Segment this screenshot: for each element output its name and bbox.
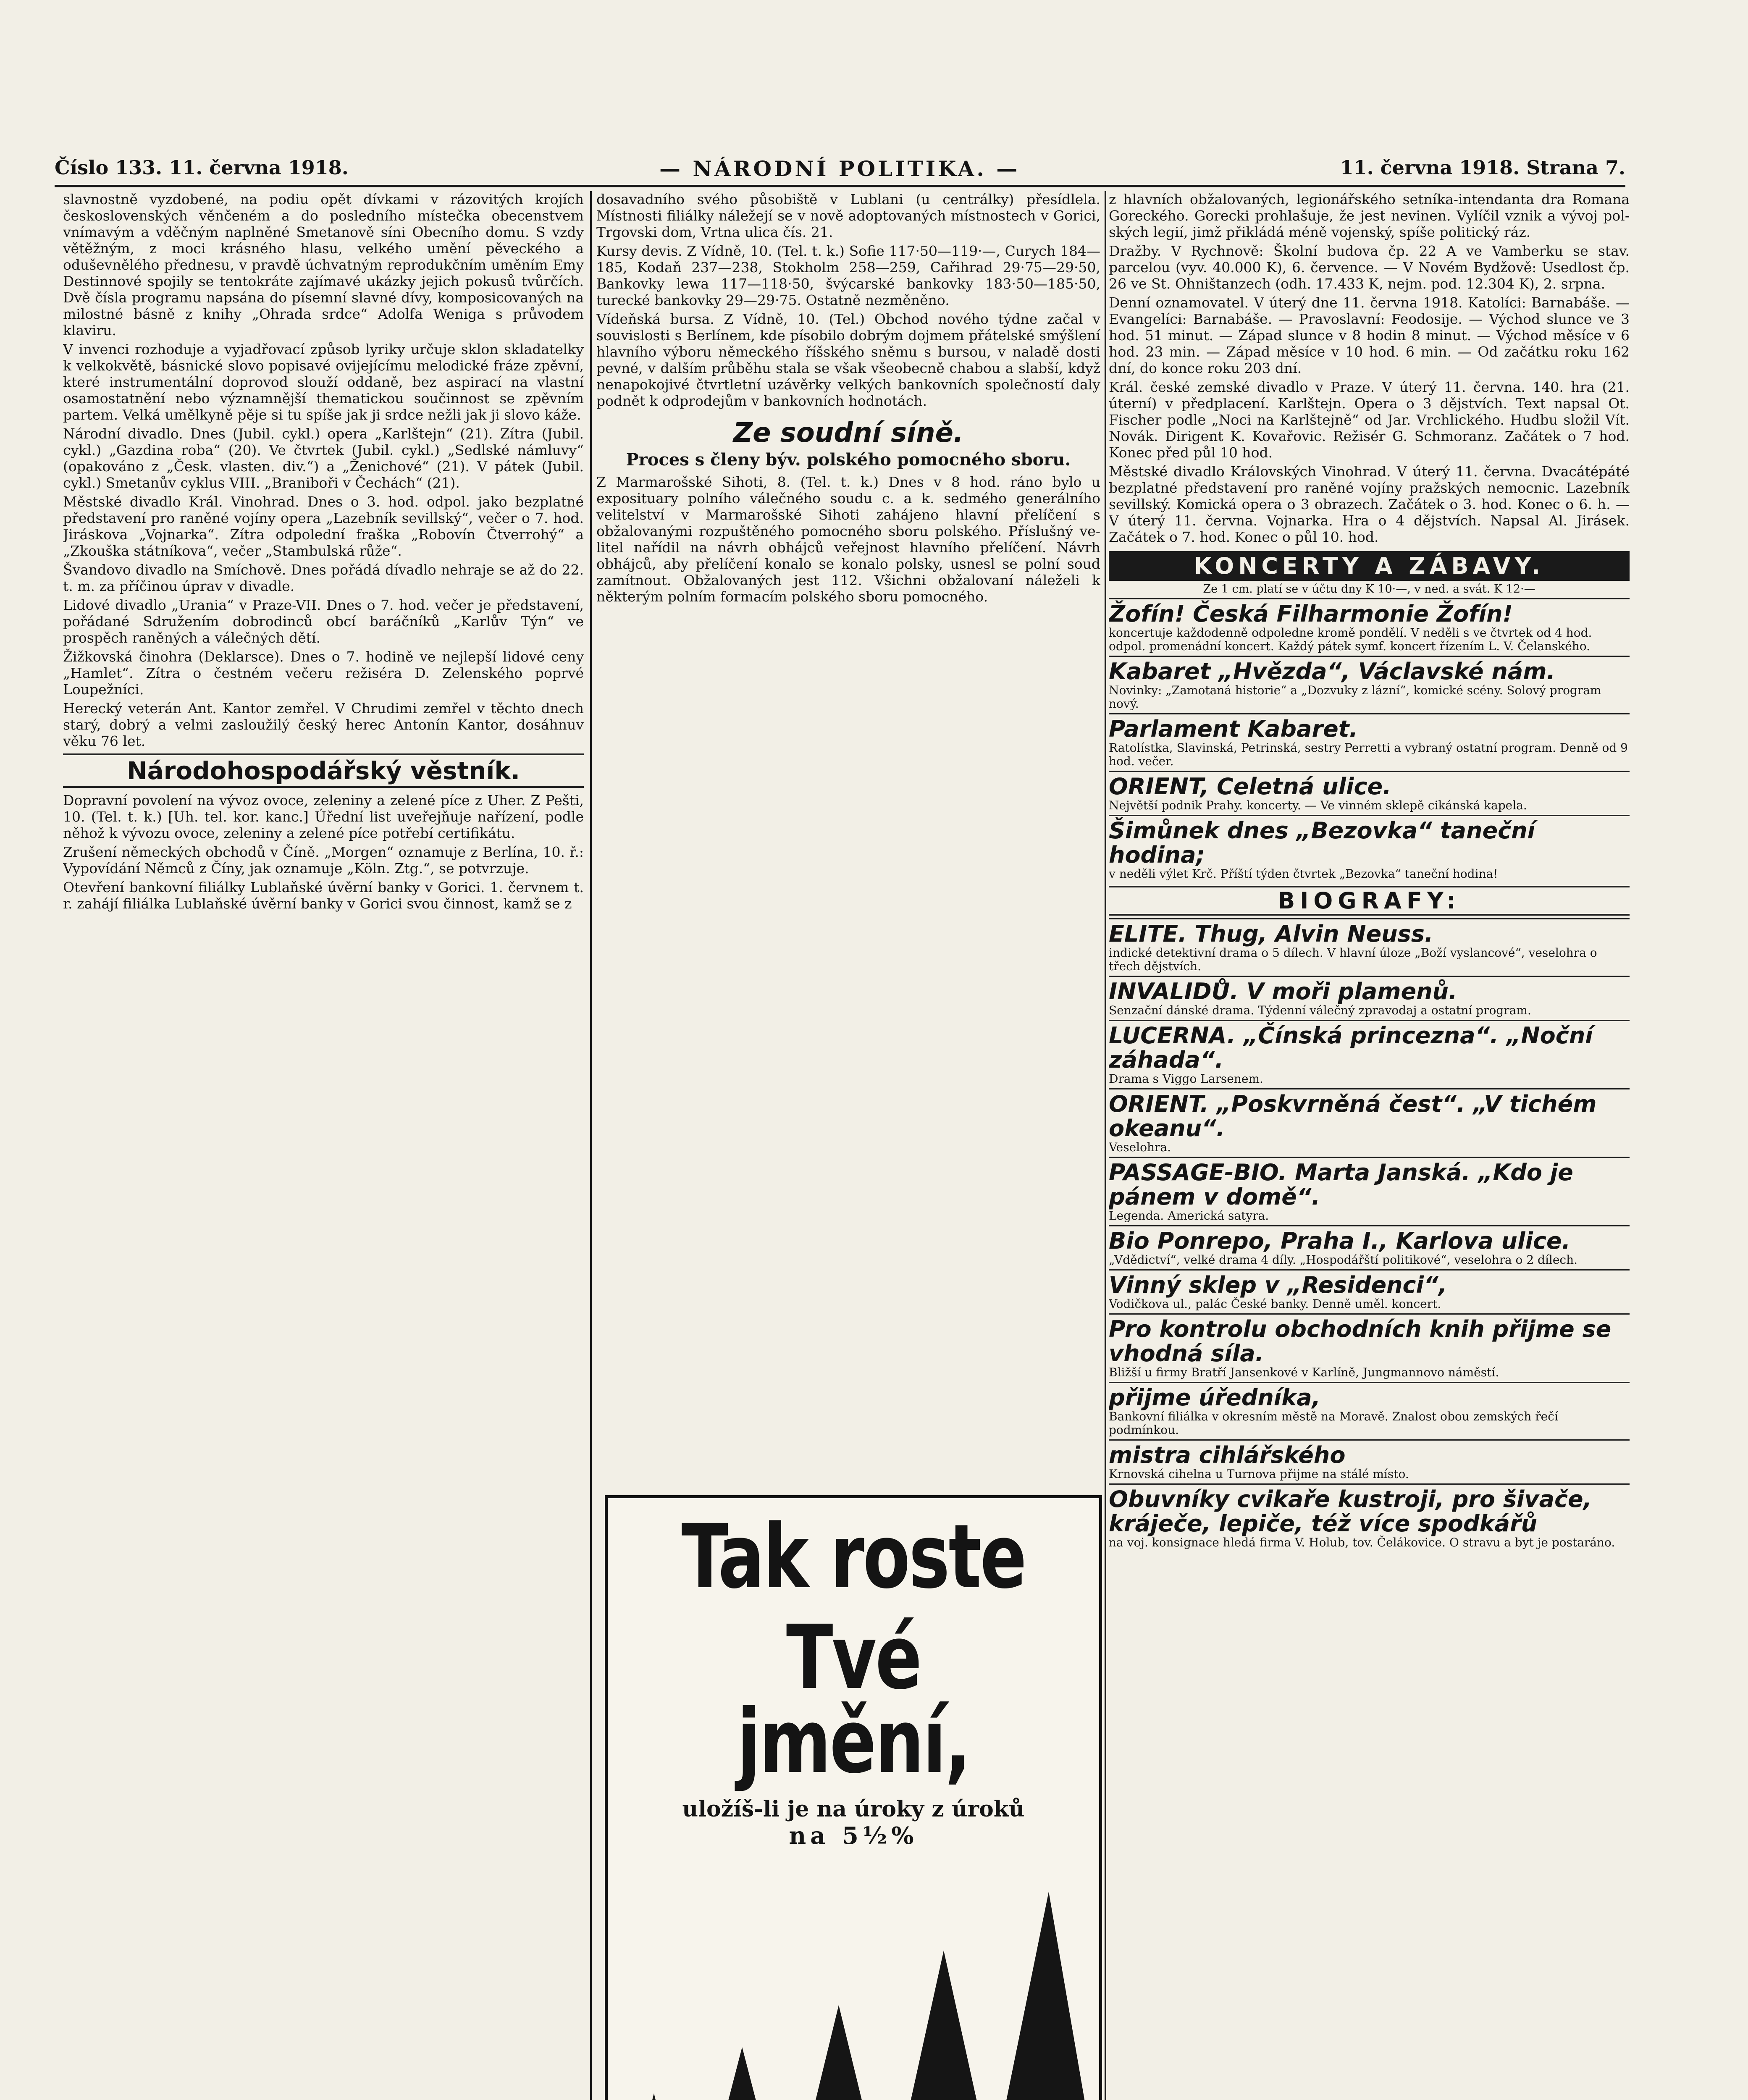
ad-title: Vinný sklep v „Residenci“, [1109,1272,1447,1298]
ad-title: ELITE. Thug, Alvin Neuss. [1109,921,1433,947]
article-paragraph: Národní divadlo. Dnes (Jubil. cykl.) opera „Karlštejn“ (21). Zítra (Jubil. cykl.) „Gazdina roba“ (20). Ve čtvrtek (Jubil. cykl.) „Sedlské námluvy“ (opakováno z „Česk. vlasten. div.“) a „Ženichové“ (21). V pátek (Jubil. cykl.) Smetanův cyklus VIII. „Braniboři v Čechách“ (21). [63,425,584,491]
ad-text: Bližší u firmy Bratří Jansenkové v Karlíně, Jungmannovo náměstí. [1109,1365,1499,1379]
article-paragraph: Herecký veterán Ant. Kantor zemřel. V Chrudimi zemřel v těchto dnech starý, dobrý a velmi zasloužilý český herec Antonín Kantor, dosáhnuv věku 76 let. [63,700,584,749]
cinemas-section-title: BIOGRAFY: [1109,886,1630,916]
ad-subline: uložíš-li je na úroky z úroků [682,1796,1025,1822]
ad-title: Kabaret „Hvězda“, Václavské nám. [1109,658,1556,685]
growing-tree-icon [608,1866,1099,2100]
ad-text: Bankovní filiálka v okresním městě na Moravě. Znalost obou zemských řečí podmínkou. [1109,1410,1558,1437]
article-paragraph: Dopravní povolení na vývoz ovoce, zeleniny a zelené píce z Uher. Z Pešti, 10. (Tel. t. k.) [Uh. tel. kor. kanc.] Úřední list uveřejňuje nařízení, podle něhož k vývozu ovoce, zeleniny a zelené píce potřebí certifikátu. [63,792,584,841]
classified-ad [1109,771,1630,815]
ad-title: Obuvníky cvikaře kustroji, pro šivače, kráječe, lepiče, též více spodkářů [1109,1486,1592,1537]
section-title-court: Ze soudní síně. [733,417,964,449]
ad-interest-rate: na 5½% [789,1822,918,1850]
ad-text: Krnovská cihelna u Turnova přijme na stálé místo. [1109,1467,1409,1481]
article-paragraph: Švandovo divadlo na Smíchově. Dnes pořádá dívadlo nehraje se až do 22. t. m. za příčinou úprav v divadle. [63,562,584,594]
article-paragraph: V invenci rozhoduje a vyjadřovací způsob lyriky určuje sklon skladatelky k velkokvětě, básnické slovo popisavé ovijejícímu melodické fráze zpěvní, které instrumentální doprovod slouží oddaně, bez aspirací na vlastní osamostatnění nebo významnější thematickou součinnost se zpěvním partem. Velká umělkyně pěje si tu spíše jak ji srdce nežli jak ji slovo káže. [63,341,584,423]
ad-text: Drama s Viggo Larsenem. [1109,1072,1263,1086]
article-paragraph: dosavadního svého působiště v Lublani (u centrálky) přesídlela. Místnosti filiálky náležejí se v nově adoptovaných místnostech v Gorici, Trgovski dom, Vrtna ulica čís. 21. [596,191,1100,240]
ad-text: Veselohra. [1109,1140,1171,1154]
article-paragraph: Lidové divadlo „Urania“ v Praze-VII. Dnes o 7. hod. večer je představení, pořádané Sdružením dobrodinců obcí baráčníků „Karlův Týn“ ve prospěch raněných a válečných dětí. [63,597,584,646]
ad-title: INVALIDŮ. V moři plamenů. [1109,978,1457,1005]
court-report: Z Marmarošské Sihoti, 8. (Tel. t. k.) Dnes v 8 hod. ráno bylo u exposituary polního válečného soudu c. a k. sedmého generálního velitelství v Marmarošské Sihoti zahájeno hlavní přelíčení s obžalovanými rozpuštěného pomocného sboru polského. Příslušný velitel nařídil na návrh obhájců veřejnost hlavního přelíčení. Návrh obhájců, aby přelíčení konalo se konalo polsky, usnesl se polní soud zamítnout. Obžalovaných jest 112. Všichni obžalovaní náleželi k některým polním formacím polského sboru pomocného. [596,474,1100,605]
ad-trees-illustration [608,1866,1099,2100]
ad-title: Žofín! Česká Filharmonie Žofín! [1109,601,1513,627]
pricing-note: Ze 1 cm. platí se v účtu dny K 10·—, v ned. a svát. K 12·— [1203,583,1535,596]
classified-ad [1109,713,1630,771]
ad-title: Pro kontrolu obchodních knih přijme se vhodná síla. [1109,1316,1612,1367]
section-title-economy: Národohospodářský věstník. [63,753,584,788]
ad-text: „Vdědictví“, velké drama 4 díly. „Hospodářští politikové“, veselohra o 2 dílech. [1109,1253,1578,1267]
classified-ad [1109,656,1630,713]
classified-ad [1109,1088,1630,1157]
article-paragraph: slavnostně vyzdobené, na podiu opět dívkami v rázovitých krojích československých věnčeném a do posledního místečka obecenstvem vnímavým a vděčným naplněné Smetanově síni Obecního domu. S vzdy větěžným, z moci krásného hlasu, velkého umění pěveckého a oduševnělého přednesu, v pravdě úchvatným reprodukčním uměním Emy Destinnové spojily se tentokráte zajímavé ukázky jejich pokusů tvůrčích. Dvě čísla programu napsána do písemní slavné dívy, komposicovaných na milostné básně z knihy „Ohrada srdce“ Adolfa Weniga s průvodem klaviru. [63,191,584,339]
classified-ad [1109,1313,1630,1382]
ad-text: Senzační dánské drama. Týdenní válečný zpravodaj a ostatní program. [1109,1003,1531,1017]
war-loan-advertisement [605,1495,1102,2100]
classified-ad [1109,815,1630,883]
concerts-section-title: KONCERTY A ZÁBAVY. [1109,551,1630,581]
article-paragraph: Žižkovská činohra (Deklarsce). Dnes o 7. hodině ve nejlepší lidové ceny „Hamlet“. Zítra o čestném večeru režiséra D. Zelenského poprvé Loupežníci. [63,648,584,698]
column-3 [1109,191,1630,2100]
classified-ad [1109,1269,1630,1313]
article-paragraph: Městské divadlo Královských Vinohrad. V úterý 11. června. Dvacátépáté bezplatné představení pro raněné vojíny pražských nemocnic. Lazebník sevillský. Komická opera o 3 obrazech. Začátek o 3. hod. Konec o 6. h. — V úterý 11. června. Vojnarka. Hra o 4 dějstvích. Napsal Al. Jirásek. Začátek o 7. hod. Konec o půl 10. hod. [1109,463,1630,545]
ad-title: Parlament Kabaret. [1109,716,1358,742]
article-paragraph: Vídeňská bursa. Z Vídně, 10. (Tel.) Obchod nového týdne začal v souvislosti s Berlínem, kde písobilo dobrým dojmem přátelské smýšlení hlavního výboru německého říšského sněmu s bursou, v naladě dosti pevné, v dalším průběhu stala se však všeobecně chabou a slabší, když nenapokojivé čtvrtletní uzávěrky velkých bankovních společností daly podnět k odprodejům v bankovních hodnotách. [596,311,1100,409]
column-divider-1 [590,191,592,2100]
header-right: 11. června 1918. Strana 7. [1340,156,1625,179]
classified-ad [1109,1225,1630,1269]
article-paragraph: Zrušení německých obchodů v Číně. „Morgen“ oznamuje z Berlína, 10. ř.: Vypovídání Němců z Číny, jak oznamuje „Köln. Ztg.“, se potvrzuje. [63,844,584,877]
ad-title: LUCERNA. „Čínská princezna“. „Noční záhada“. [1109,1022,1593,1073]
header-left: Číslo 133. 11. června 1918. [55,156,349,179]
ad-text: indické detektivní drama o 5 dílech. V hlavní úloze „Boží vyslancové“, veselohra o třech dějstvích. [1109,946,1597,973]
ad-text: Vodičkova ul., palác České banky. Denně uměl. koncert. [1109,1297,1441,1311]
column-2 [596,191,1100,1451]
column-1 [63,191,584,2100]
classified-ad [1109,1020,1630,1088]
classified-ad [1109,598,1630,656]
ad-text: Ratolístka, Slavinská, Petrinská, sestry Perretti a vybraný ostatní program. Denně od 9 hod. večer. [1109,741,1628,768]
ad-text: v neděli výlet Krč. Příští týden čtvrtek „Bezovka“ taneční hodina! [1109,867,1498,881]
classified-ad [1109,976,1630,1020]
court-subtitle: Proces s členy býv. polského pomocného sboru. [626,450,1071,470]
header-rule [55,185,1625,187]
ad-headline-1: Tak roste [681,1505,1026,1608]
article-paragraph: Otevření bankovní filiálky Lublaňské úvěrní banky v Gorici. 1. červnem t. r. zahájí filiálka Lublaňské úvěrní banky v Gorici svou činnost, kamž se z [63,879,584,912]
ad-text: Novinky: „Zamotaná historie“ a „Dozvuky z lázní“, komické scény. Solový program nový. [1109,683,1601,711]
ad-title: ORIENT. „Poskvrněná čest“. „V tichém okeanu“. [1109,1091,1597,1142]
classified-ad [1109,1157,1630,1225]
page-header [55,156,1625,186]
ad-text: Legenda. Americká satyra. [1109,1209,1269,1223]
ad-title: PASSAGE-BIO. Marta Janská. „Kdo je pánem v domě“. [1109,1159,1573,1210]
classified-ad [1109,1483,1630,1552]
article-paragraph: Dražby. V Rychnově: Školní budova čp. 22 A ve Vamberku se stav. parcelou (vyv. 40.000 K), 6. července. — V Novém Bydžově: Usedlost čp. 26 ve St. Ohništanzech (odh. 17.433 K, nejm. pod. 12.304 K), 2. srpna. [1109,243,1630,292]
ad-text: Největší podnik Prahy. koncerty. — Ve vinném sklepě cikánská kapela. [1109,798,1527,812]
ad-text: koncertuje každodenně odpoledne kromě pondělí. V neděli s ve čtvrtek od 4 hod. odpol. promenádní koncert. Každý pátek symf. koncert řízením L. V. Čelanského. [1109,626,1592,653]
article-paragraph: Kursy devis. Z Vídně, 10. (Tel. t. k.) Sofie 117·50—119·—, Curych 184—185, Kodaň 237—238, Stokholm 258—259, Cařihrad 29·75—29·50, Bankovky lewa 117—118·50, švýcarské bankovky 183·50—185·50, turecké bankovky 29—29·75. Ostatně nezměněno. [596,243,1100,308]
article-paragraph: Král. české zemské divadlo v Praze. V úterý 11. června. 140. hra (21. úterní) v předplacení. Karlštejn. Opera o 3 dějstvích. Text napsal Ot. Fischer podle „Noci na Karlštejně“ od Jar. Vrchlického. Hudbu složil Vít. Novák. Dirigent K. Kovařovic. Režisér G. Schmoranz. Začátek o 7 hod. Konec před půl 10 hod. [1109,379,1630,461]
ad-title: mistra cihlářského [1109,1442,1346,1468]
column-divider-2 [1105,191,1106,2100]
ad-headline-2: Tvé jmění, [737,1606,970,1793]
ad-title: Bio Ponrepo, Praha I., Karlova ulice. [1109,1228,1571,1254]
article-paragraph: Městské divadlo Král. Vinohrad. Dnes o 3. hod. odpol. jako bezplatné představení pro raněné vojíny opera „Lazebník sevillský“, večer o 7. hod. Jiráskova „Vojnarka“. Zítra odpolední fraška „Robovín Čtverrohý“ a „Zkouška státníkova“, večer „Stambulská růže“. [63,494,584,559]
ad-text: na voj. konsignace hledá firma V. Holub, tov. Čelákovice. O stravu a byt je postaráno. [1109,1536,1615,1549]
classified-ad [1109,1382,1630,1439]
classified-ad [1109,918,1630,976]
masthead: — NÁRODNÍ POLITIKA. — [659,156,1020,181]
ad-title: ORIENT, Celetná ulice. [1109,773,1391,800]
classified-ad [1109,1439,1630,1483]
article-paragraph: Denní oznamovatel. V úterý dne 11. června 1918. Katolíci: Barnabáše. — Evangelíci: Barnabáše. — Pravoslavní: Feodosije. — Východ slunce ve 3 hod. 51 minut. — Západ slunce v 8 hodin 8 minut. — Východ měsíce v 6 hod. 23 min. — Západ měsíce v 10 hod. 6 min. — Od začátku roku 162 dní, do konce roku 203 dní. [1109,294,1630,376]
article-paragraph: z hlavních obžalovaných, legionářského setníka-intendanta dra Romana Goreckého. Gorecki prohlašuje, že jest nevinen. Vylíčil vznik a vývoj polských legií, jimž přikládá méně vojenský, spíše politický ráz. [1109,191,1630,240]
ad-title: Šimůnek dnes „Bezovka“ taneční hodina; [1109,817,1535,868]
ad-title: přijme úředníka, [1109,1384,1321,1411]
